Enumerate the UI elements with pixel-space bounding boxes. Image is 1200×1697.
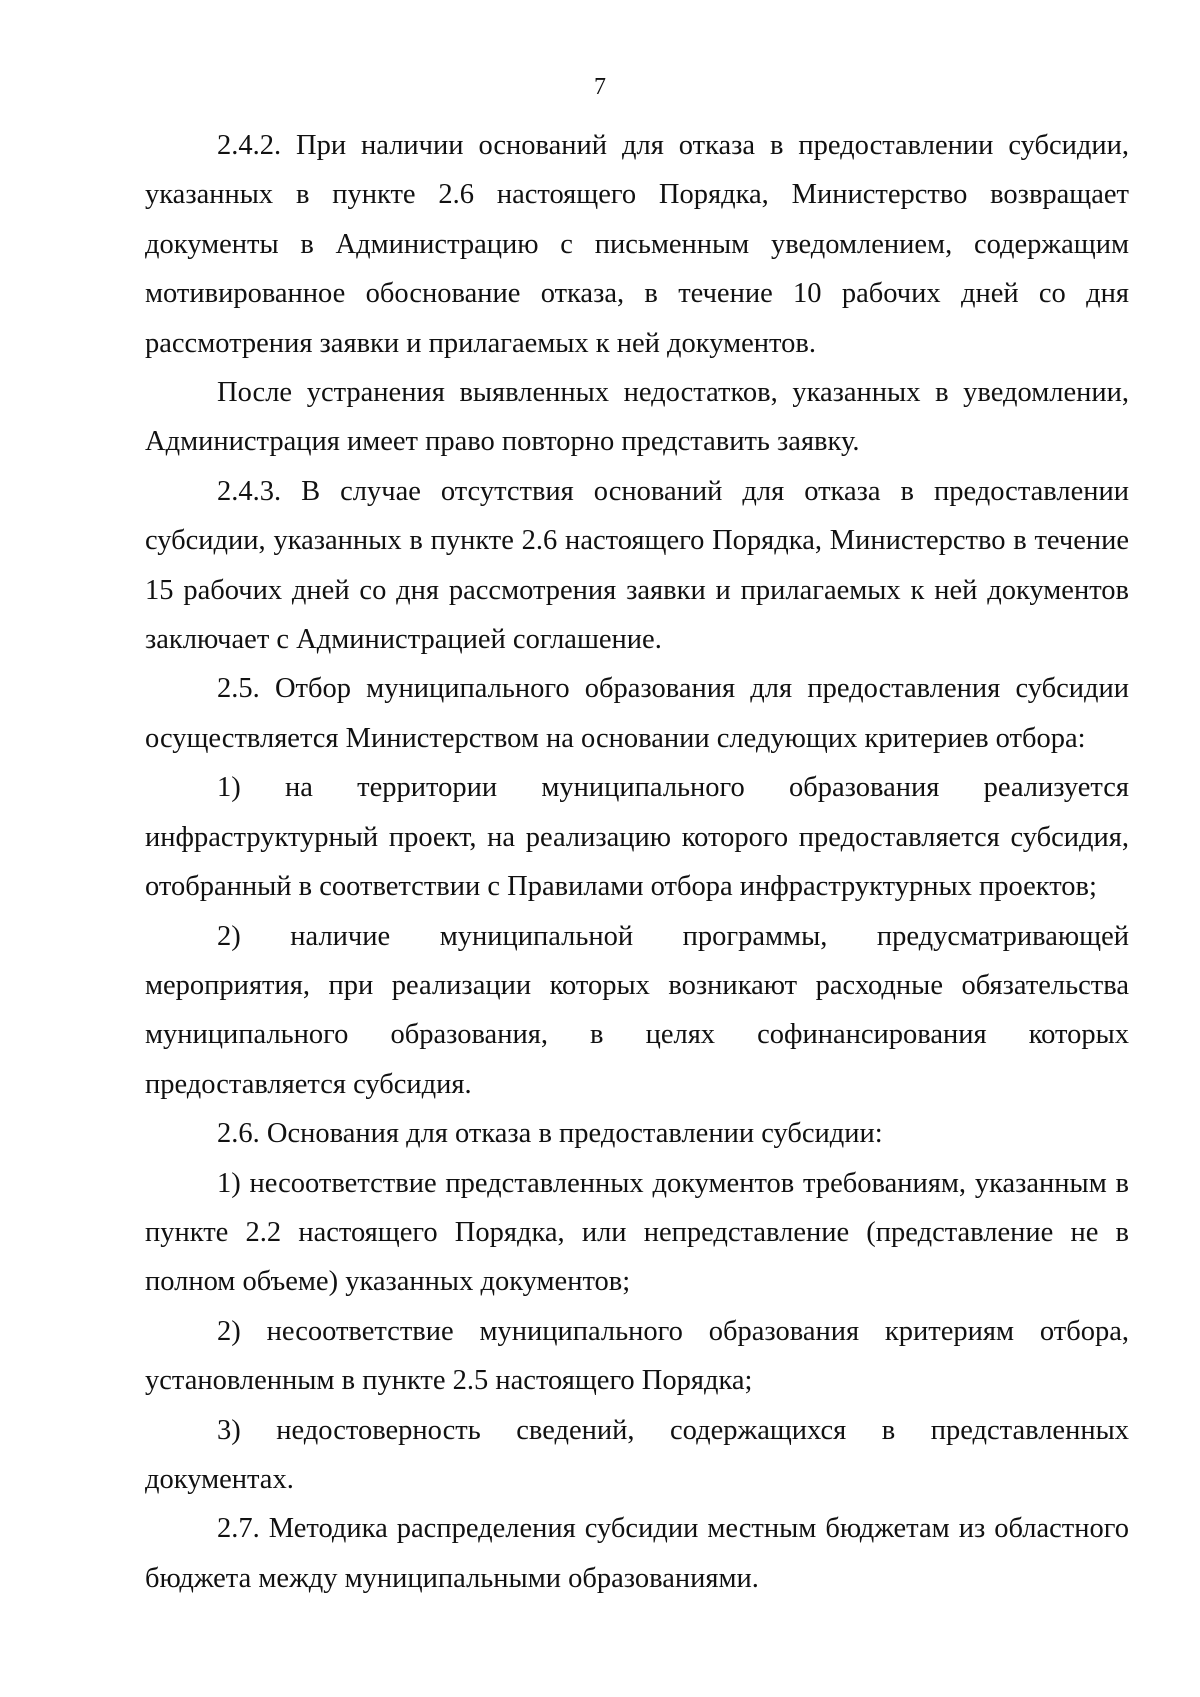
criterion-2: 2) наличие муниципальной программы, предусматривающей мероприятия, при реализации которых возникают расходные обязательства муниципального образования, в целях софинансирования которых предоставляется субсидия. — [145, 920, 1129, 1100]
page-number: 7 — [594, 74, 606, 100]
paragraph-2-5: 2.5. Отбор муниципального образования для предоставления субсидии осуществляется Министерством на основании следующих критериев отбора: — [145, 673, 1129, 754]
paragraph-2-4-3: 2.4.3. В случае отсутствия оснований для отказа в предоставлении субсидии, указанных в пункте 2.6 настоящего Порядка, Министерство в течение 15 рабочих дней со дня рассмотрения заявки и прилагаемых к ней документов заключает с Администрацией соглашение. — [145, 475, 1129, 656]
paragraph-2-4-2: 2.4.2. При наличии оснований для отказа в предоставлении субсидии, указанных в пункте 2.6 настоящего Порядка, Министерство возвращает документы в Администрацию с письменным уведомлением, содержащим мотивированное обоснование отказа, в течение 10 рабочих дней со дня рассмотрения заявки и прилагаемых к ней документов. — [145, 130, 1129, 359]
refusal-ground-3: 3) недостоверность сведений, содержащихся в представленных документах. — [145, 1414, 1129, 1495]
document-body — [145, 121, 1129, 1603]
paragraph-2-6: 2.6. Основания для отказа в предоставлении субсидии: — [217, 1118, 883, 1150]
paragraph-resubmission: После устранения выявленных недостатков, указанных в уведомлении, Администрация имеет право повторно представить заявку. — [145, 377, 1129, 458]
refusal-ground-1: 1) несоответствие представленных документов требованиям, указанным в пункте 2.2 настоящего Порядка, или непредставление (представление не в полном объеме) указанных документов; — [145, 1167, 1129, 1298]
paragraph-2-7: 2.7. Методика распределения субсидии местным бюджетам из областного бюджета между муниципальными образованиями. — [145, 1513, 1129, 1594]
refusal-ground-2: 2) несоответствие муниципального образования критериям отбора, установленным в пункте 2.5 настоящего Порядка; — [145, 1315, 1129, 1397]
criterion-1: 1) на территории муниципального образования реализуется инфраструктурный проект, на реализацию которого предоставляется субсидия, отобранный в соответствии с Правилами отбора инфраструктурных проектов; — [145, 772, 1129, 903]
